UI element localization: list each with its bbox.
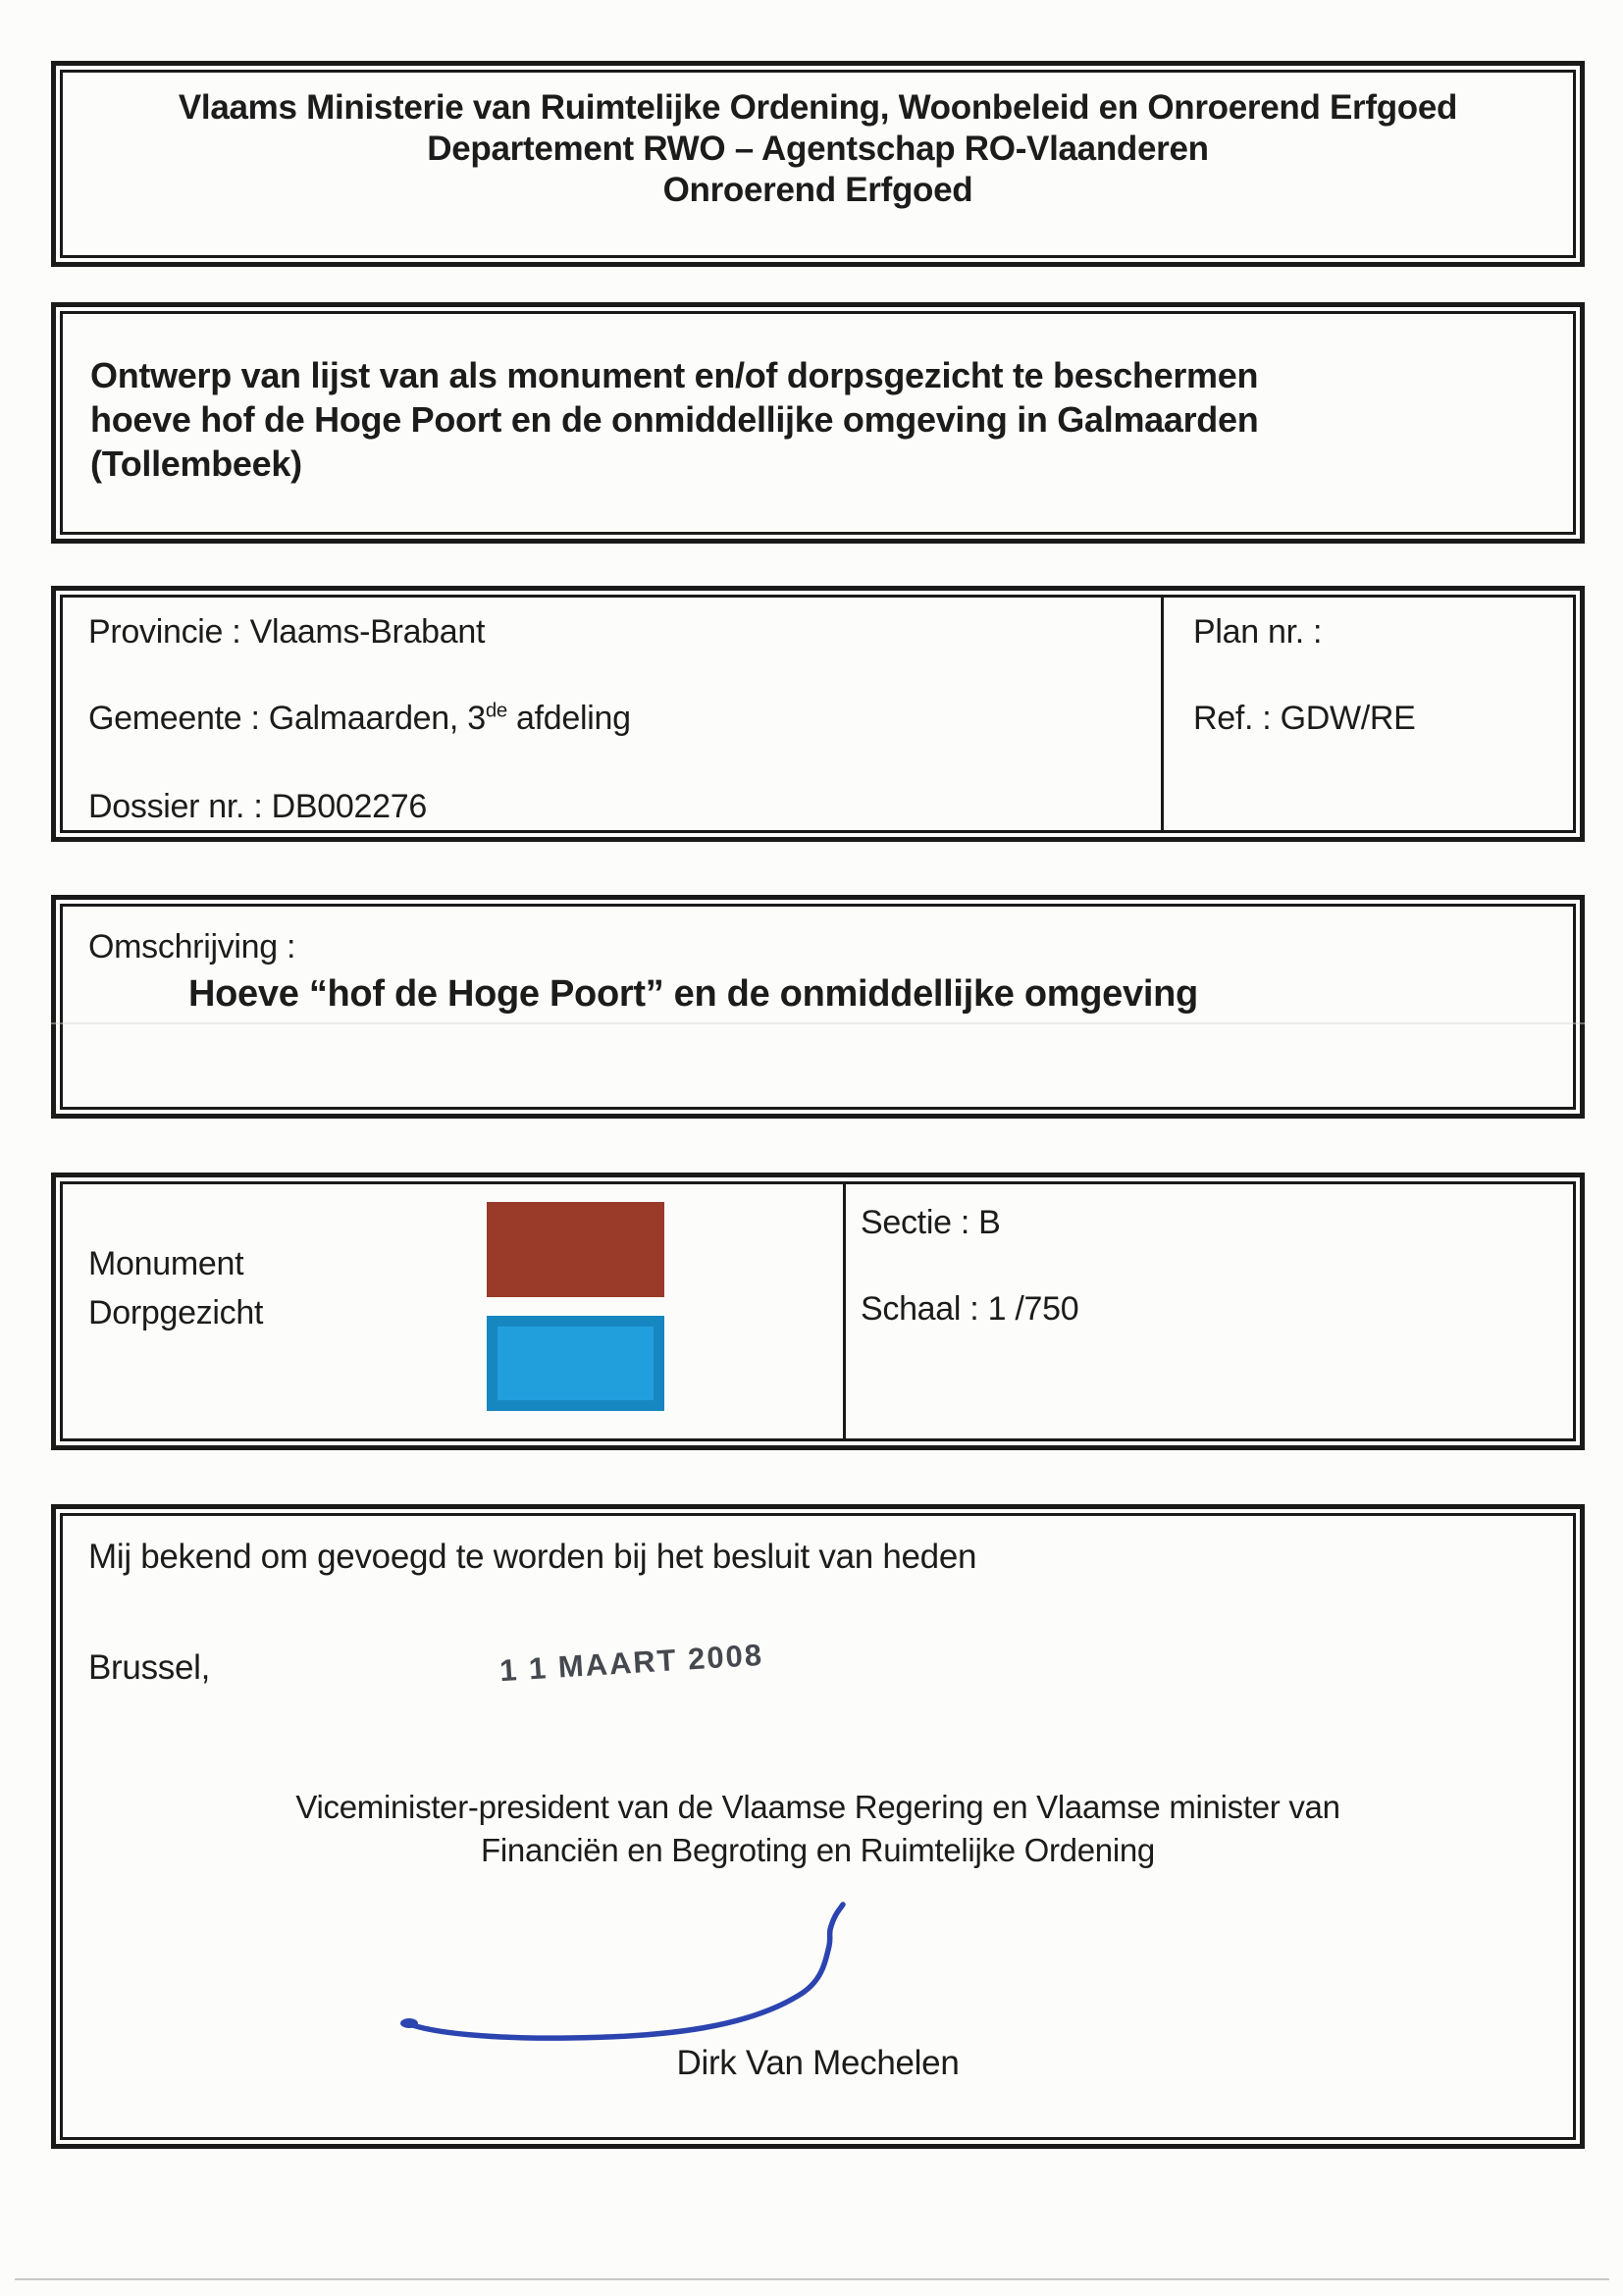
dorpgezicht-color-swatch-fill [497, 1327, 654, 1400]
legend-box [51, 1173, 1585, 1450]
file-info-column-divider [1161, 598, 1164, 830]
provincie-field: Provincie : Vlaams-Brabant [88, 613, 486, 651]
dorpgezicht-color-swatch [487, 1316, 664, 1411]
signature-ink-blob [400, 2018, 418, 2028]
omschrijving-box [51, 895, 1585, 1119]
minister-title-line1: Viceminister-president van de Vlaamse Regering en Vlaamse minister van [295, 1789, 1340, 1825]
omschrijving-value: Hoeve “hof de Hoge Poort” en de onmiddellijke omgeving [188, 973, 1198, 1015]
dorpgezicht-label: Dorpgezicht [88, 1294, 264, 1331]
scan-artifact-line [51, 1022, 1585, 1024]
title-line1: Ontwerp van lijst van als monument en/of dorpsgezicht te beschermen [90, 355, 1259, 395]
monument-color-swatch [487, 1202, 664, 1297]
ministry-line2: Departement RWO – Agentschap RO-Vlaanderen [427, 130, 1209, 168]
signoff-box [51, 1504, 1585, 2149]
dossier-field: Dossier nr. : DB002276 [88, 788, 427, 825]
signature-path [407, 1905, 843, 2038]
ministry-line1: Vlaams Ministerie van Ruimtelijke Ordening, Woonbeleid en Onroerend Erfgoed [178, 88, 1458, 127]
legend-box-inner-border [60, 1181, 1576, 1441]
omschrijving-box-inner-border [60, 904, 1576, 1110]
signoff-box-inner-border [60, 1513, 1576, 2140]
title-line2: hoeve hof de Hoge Poort en de onmiddellijke omgeving in Galmaarden [90, 399, 1259, 440]
ministry-header-box-inner-border [60, 70, 1576, 258]
file-info-box [51, 586, 1585, 842]
schaal-field: Schaal : 1 /750 [861, 1290, 1079, 1328]
gemeente-suffix: afdeling [506, 700, 631, 737]
file-info-box-inner-border [60, 595, 1576, 833]
ref-field: Ref. : GDW/RE [1193, 700, 1416, 737]
gemeente-superscript: de [485, 700, 507, 722]
ministry-header-box [51, 61, 1585, 267]
monument-label: Monument [88, 1245, 244, 1282]
title-line3: (Tollembeek) [90, 444, 302, 484]
date-stamp: 1 1 MAART 2008 [498, 1637, 765, 1689]
signer-name: Dirk Van Mechelen [676, 2044, 960, 2082]
plan-nr-field: Plan nr. : [1193, 613, 1323, 651]
minister-title-line2: Financiën en Begroting en Ruimtelijke Ordening [481, 1832, 1155, 1868]
gemeente-prefix: Gemeente : Galmaarden, 3 [88, 700, 486, 737]
signature [373, 1894, 883, 2056]
ministry-line3: Onroerend Erfgoed [662, 171, 973, 209]
title-box [51, 302, 1585, 544]
gemeente-field [88, 700, 631, 738]
signoff-statement: Mij bekend om gevoegd te worden bij het besluit van heden [88, 1538, 977, 1576]
signoff-place: Brussel, [88, 1648, 211, 1687]
omschrijving-label: Omschrijving : [88, 928, 296, 965]
scan-artifact-bottom-line [15, 2278, 1609, 2280]
title-box-inner-border [60, 311, 1576, 535]
legend-column-divider [843, 1184, 846, 1438]
sectie-field: Sectie : B [861, 1204, 1001, 1241]
